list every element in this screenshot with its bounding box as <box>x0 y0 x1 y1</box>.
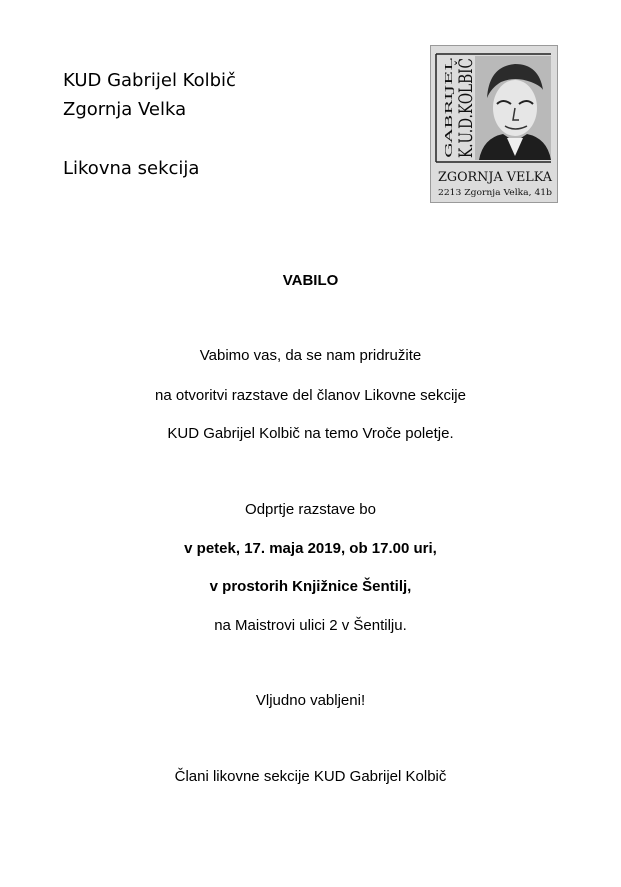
logo-vertical-large-text: K.U.D.KOLBIČ <box>455 46 477 158</box>
section-name: Likovna sekcija <box>63 158 200 179</box>
logo-place-text: ZGORNJA VELKA <box>438 170 553 185</box>
portrait-illustration <box>475 56 551 160</box>
intro-line: KUD Gabrijel Kolbič na temo Vroče poletje. <box>167 425 454 442</box>
kud-logo <box>430 45 558 203</box>
event-venue: v prostorih Knjižnice Šentilj, <box>209 578 412 595</box>
organization-name: KUD Gabrijel Kolbič <box>63 70 236 91</box>
opening-lead: Odprtje razstave bo <box>245 501 376 518</box>
closing-greeting: Vljudno vabljeni! <box>255 692 366 709</box>
event-date-time: v petek, 17. maja 2019, ob 17.00 uri, <box>184 540 437 557</box>
event-address: na Maistrovi ulici 2 v Šentilju. <box>214 617 407 634</box>
signature: Člani likovne sekcije KUD Gabrijel Kolbič <box>174 768 447 785</box>
logo-address-text: 2213 Zgornja Velka, 41b <box>438 188 552 197</box>
logo-vertical-small-text: GABRIJEL <box>445 111 455 158</box>
kud-logo-graphic <box>431 46 557 202</box>
intro-line: na otvoritvi razstave del članov Likovne sekcije <box>155 387 466 404</box>
intro-line: Vabimo vas, da se nam pridružite <box>199 347 422 364</box>
organization-place: Zgornja Velka <box>63 99 187 120</box>
invitation-title: VABILO <box>282 272 339 289</box>
